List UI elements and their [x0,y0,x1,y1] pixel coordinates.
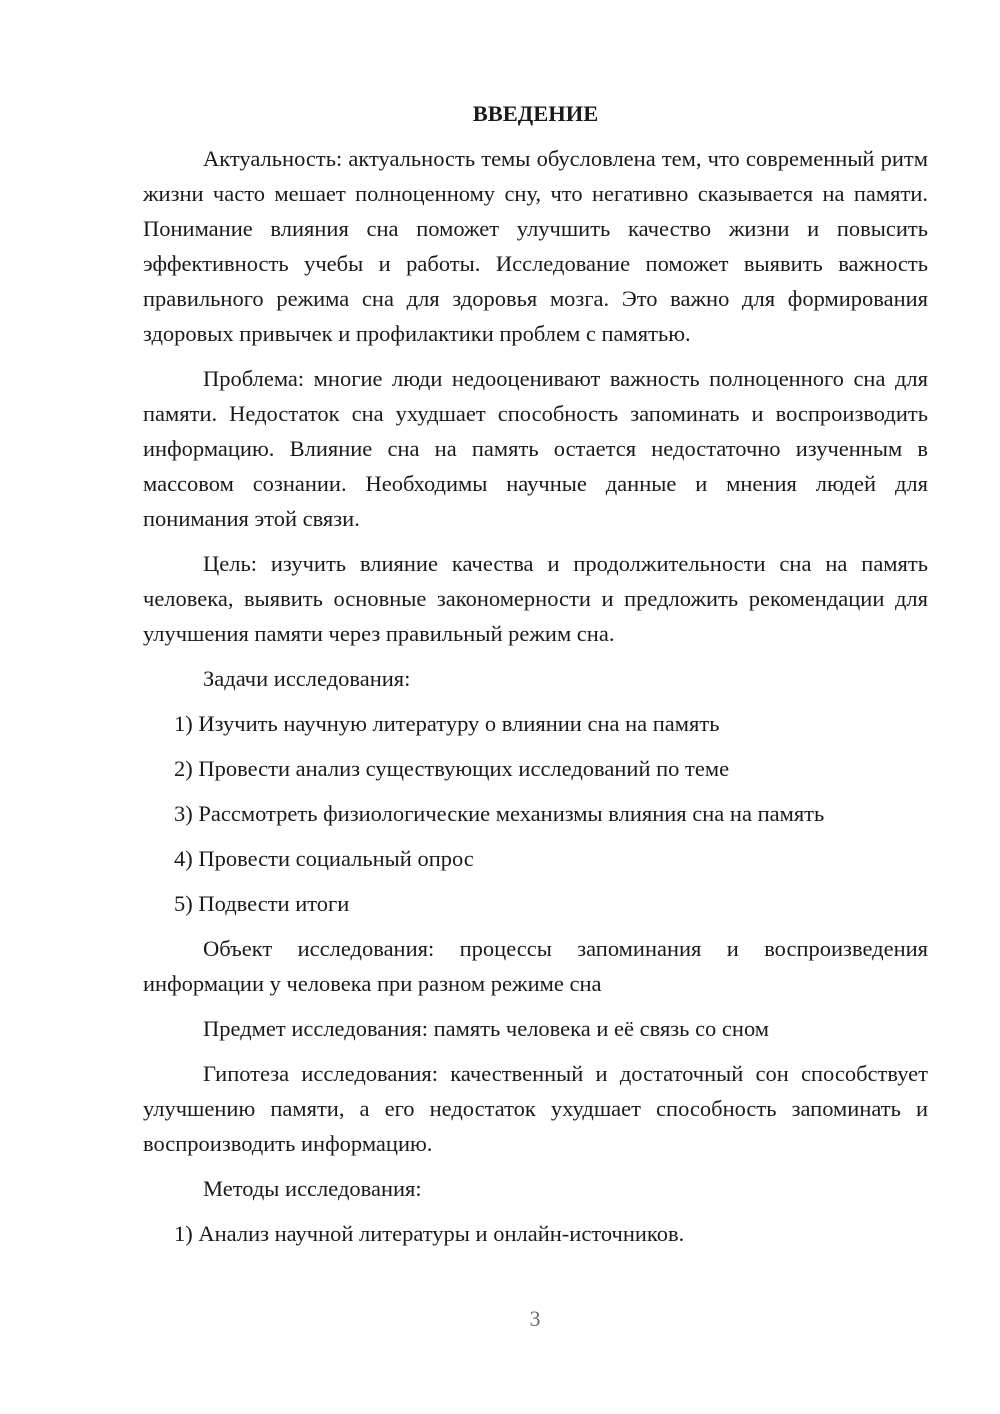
task-item: 2) Провести анализ существующих исследований по теме [174,756,730,781]
task-item: 4) Провести социальный опрос [174,846,474,871]
task-item: 3) Рассмотреть физиологические механизмы влияния сна на память [174,801,825,826]
document-page [143,96,928,1261]
relevance-paragraph: Актуальность: актуальность темы обусловлена тем, что современный ритм жизни часто мешает полноценному сну, что негативно сказывается на памяти. Понимание влияния сна поможет улучшить качество жизни и повысить эффективность учебы и работы. Исследование поможет выявить важность правильного режима сна для здоровья мозга. Это важно для формирования здоровых привычек и профилактики проблем с памятью. [143,146,928,346]
object-paragraph: Объект исследования: процессы запоминания и воспроизведения информации у человека при разном режиме сна [143,936,928,996]
methods-heading: Методы исследования: [203,1176,422,1201]
subject-paragraph: Предмет исследования: память человека и её связь со сном [203,1016,770,1041]
problem-paragraph: Проблема: многие люди недооценивают важность полноценного сна для памяти. Недостаток сна ухудшает способность запоминать и воспроизводить информацию. Влияние сна на память остается недостаточно изученным в массовом сознании. Необходимы научные данные и мнения людей для понимания этой связи. [143,366,928,531]
task-item: 5) Подвести итоги [174,891,350,916]
page-title: ВВЕДЕНИЕ [472,101,599,126]
tasks-heading: Задачи исследования: [203,666,411,691]
task-item: 1) Изучить научную литературу о влиянии сна на память [174,711,720,736]
hypothesis-paragraph: Гипотеза исследования: качественный и достаточный сон способствует улучшению памяти, а его недостаток ухудшает способность запоминать и воспроизводить информацию. [143,1061,928,1156]
goal-paragraph: Цель: изучить влияние качества и продолжительности сна на память человека, выявить основные закономерности и предложить рекомендации для улучшения памяти через правильный режим сна. [143,551,928,646]
page-number: 3 [529,1306,541,1331]
method-item: 1) Анализ научной литературы и онлайн-источников. [174,1221,685,1246]
